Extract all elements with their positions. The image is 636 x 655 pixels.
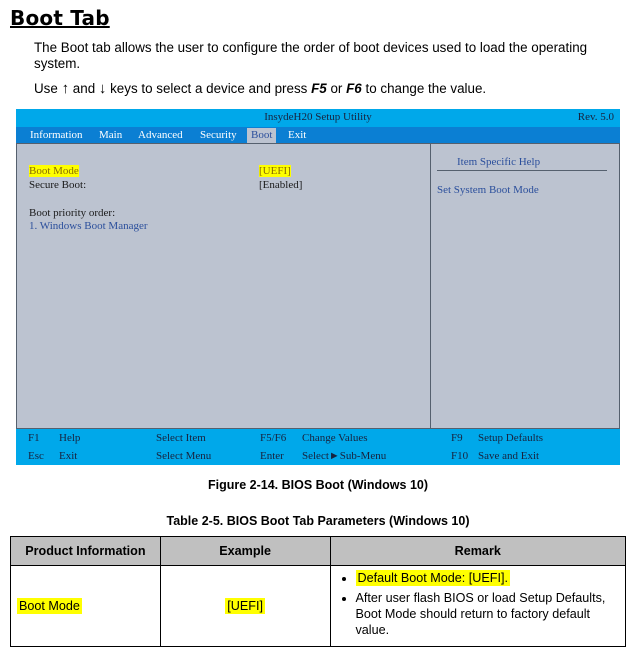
help-separator xyxy=(437,170,607,171)
remark-default-text: Default Boot Mode: [UEFI]. xyxy=(357,571,508,585)
cell-remark xyxy=(330,566,626,647)
cell-example xyxy=(160,566,330,647)
footer-select-menu: Select Menu xyxy=(156,450,212,462)
page-heading: Boot Tab xyxy=(10,6,110,30)
intro-paragraph: The Boot tab allows the user to configure the order of boot devices used to load the operating system. xyxy=(34,40,588,71)
keys-text: keys to select a device and press xyxy=(110,81,308,96)
footer-f10-label: Save and Exit xyxy=(478,450,540,462)
footer-enter-key: Enter xyxy=(260,450,284,462)
example-value: [UEFI] xyxy=(227,599,263,613)
header-example: Example xyxy=(160,537,330,566)
boot-priority-item[interactable]: 1. Windows Boot Manager xyxy=(29,220,148,232)
instructions-line xyxy=(34,80,624,98)
boot-mode-value[interactable]: [UEFI] xyxy=(259,165,291,177)
bios-content-panel xyxy=(16,143,620,429)
table-header-row xyxy=(11,537,626,566)
bios-tab-exit[interactable]: Exit xyxy=(288,129,307,141)
bios-footer xyxy=(16,429,620,465)
bios-tab-main[interactable]: Main xyxy=(99,129,123,141)
header-product-information: Product Information xyxy=(11,537,161,566)
secure-boot-label: Secure Boot: xyxy=(29,179,87,191)
product-value: Boot Mode xyxy=(19,599,80,613)
footer-f1-label: Help xyxy=(59,432,81,444)
or-text: or xyxy=(330,81,343,96)
footer-select-item: Select Item xyxy=(156,432,206,444)
bios-tab-boot[interactable]: Boot xyxy=(247,128,276,143)
footer-f9-label: Setup Defaults xyxy=(478,432,544,444)
cell-product xyxy=(11,566,161,647)
boot-params-table xyxy=(10,536,626,647)
footer-enter-label: Select►Sub-Menu xyxy=(302,450,387,462)
boot-priority-label: Boot priority order: xyxy=(29,207,116,219)
remark-list xyxy=(332,570,625,638)
bios-tab-security[interactable]: Security xyxy=(200,129,237,141)
help-text: Set System Boot Mode xyxy=(437,184,539,196)
table-row xyxy=(11,566,626,647)
bios-screenshot xyxy=(16,109,620,465)
f6-key: F6 xyxy=(346,81,362,96)
bios-panel-divider xyxy=(430,144,431,428)
help-title: Item Specific Help xyxy=(457,156,541,168)
footer-f5f6-label: Change Values xyxy=(302,432,368,444)
footer-f1-key: F1 xyxy=(28,432,40,444)
bios-menu-bar xyxy=(16,127,620,143)
footer-f10-key: F10 xyxy=(451,450,469,462)
remark-item: • After user flash BIOS or load Setup Defaults, Boot Mode should return to factory default value. xyxy=(356,590,621,638)
bios-title: InsydeH20 Setup Utility xyxy=(264,111,372,123)
end-text: to change the value. xyxy=(365,81,487,96)
footer-f9-key: F9 xyxy=(451,432,463,444)
figure-caption: Figure 2-14. BIOS Boot (Windows 10) xyxy=(207,478,429,492)
footer-f5f6-key: F5/F6 xyxy=(260,432,287,444)
table-caption: Table 2-5. BIOS Boot Tab Parameters (Windows 10) xyxy=(166,514,470,528)
footer-esc-label: Exit xyxy=(59,450,78,462)
bios-revision: Rev. 5.0 xyxy=(577,111,614,123)
remark-item xyxy=(356,570,621,586)
bios-tab-advanced[interactable]: Advanced xyxy=(138,129,183,141)
down-arrow-icon: ↓ xyxy=(98,80,107,97)
boot-mode-label[interactable]: Boot Mode xyxy=(29,165,79,177)
secure-boot-value: [Enabled] xyxy=(259,179,303,191)
up-arrow-icon: ↑ xyxy=(61,80,70,97)
f5-key: F5 xyxy=(311,81,327,96)
use-text: Use xyxy=(34,81,58,96)
footer-esc-key: Esc xyxy=(28,450,44,462)
bios-tab-information[interactable]: Information xyxy=(30,129,83,141)
header-remark: Remark xyxy=(330,537,626,566)
and-text: and xyxy=(72,81,96,96)
bios-title-bar xyxy=(16,109,620,127)
